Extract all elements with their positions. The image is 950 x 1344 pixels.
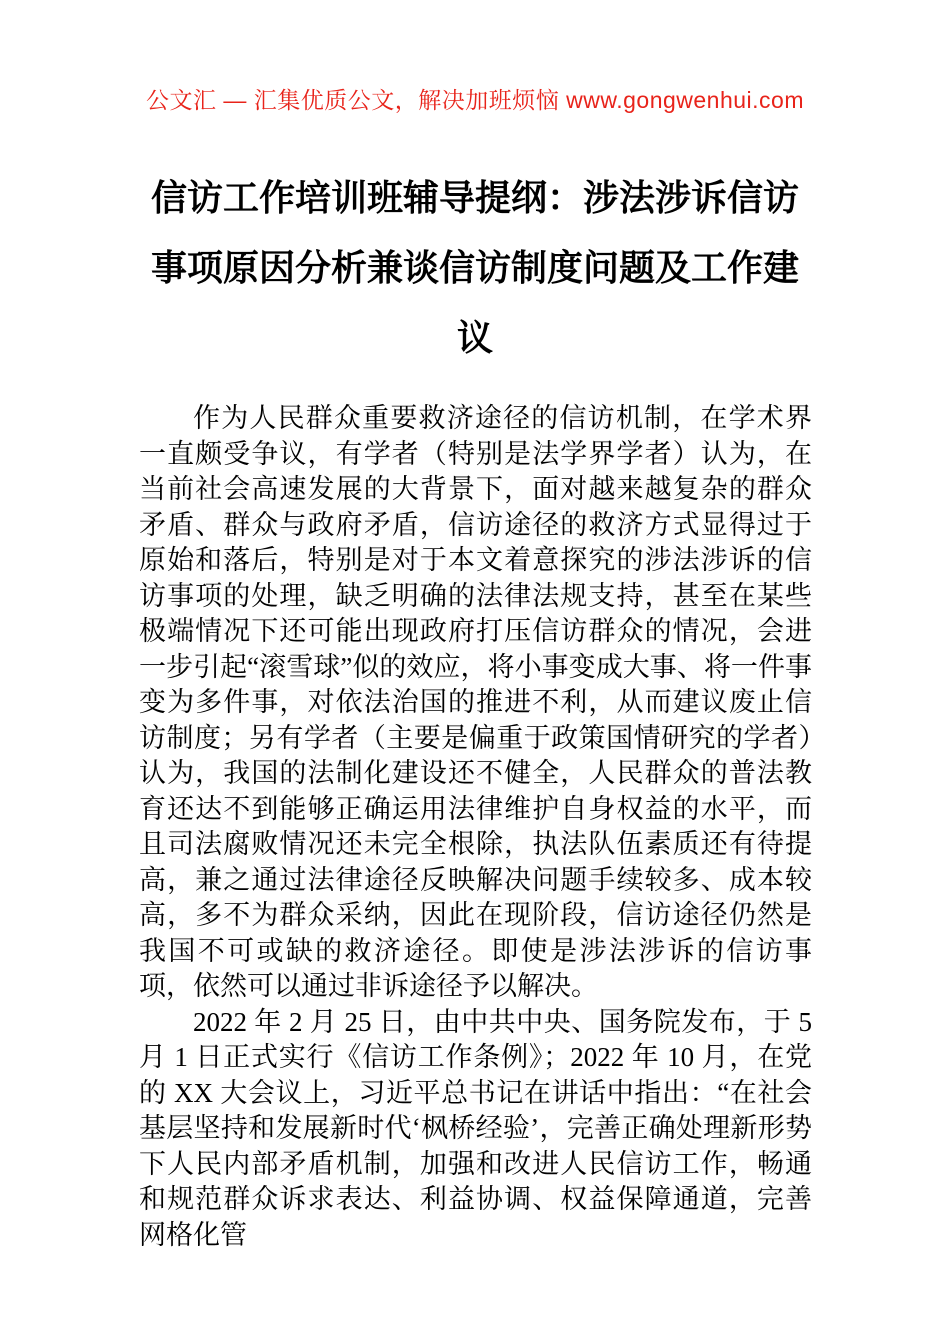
document-title: 信访工作培训班辅导提纲：涉法涉诉信访事项原因分析兼谈信访制度问题及工作建议 — [150, 177, 799, 358]
paragraph-1: 作为人民群众重要救济途径的信访机制，在学术界一直颇受争议，有学者（特别是法学界学者）认为，在当前社会高速发展的大背景下，面对越来越复杂的群众矛盾、群众与政府矛盾，信访途径的救济方式显得过于原始和落后，特别是对于本文着意探究的涉法涉诉的信访事项的处理，缺乏明确的法律法规支持，甚至在某些极端情况下还可能出现政府打压信访群众的情况，会进一步引起“滚雪球”似的效应，将小事变成大事、将一件事变为多件事，对依法治国的推进不利，从而建议废止信访制度；另有学者（主要是偏重于政策国情研究的学者）认为，我国的法制化建设还不健全，人民群众的普法教育还达不到能够正确运用法律维护自身权益的水平，而且司法腐败情况还未完全根除，执法队伍素质还有待提高，兼之通过法律途径反映解决问题手续较多、成本较高，多不为群众采纳，因此在现阶段，信访途径仍然是我国不可或缺的救济途径。即使是涉法涉诉的信访事项，依然可以通过非诉途径予以解决。 — [139, 403, 812, 1001]
document-body — [139, 401, 812, 1253]
paragraph-2: 2022 年 2 月 25 日，由中共中央、国务院发布，于 5 月 1 日正式实行《信访工作条例》；2022 年 10 月，在党的 XX 大会议上，习近平总书记在讲话中指出：“在社会基层坚持和发展新时代‘枫桥经验’，完善正确处理新形势下人民内部矛盾机制，加强和改进人民信访工作，畅通和规范群众诉求表达、利益协调、权益保障通道，完善网格化管 — [139, 1006, 812, 1250]
site-watermark: 公文汇 — 汇集优质公文，解决加班烦恼 www.gongwenhui.com — [145, 87, 804, 113]
